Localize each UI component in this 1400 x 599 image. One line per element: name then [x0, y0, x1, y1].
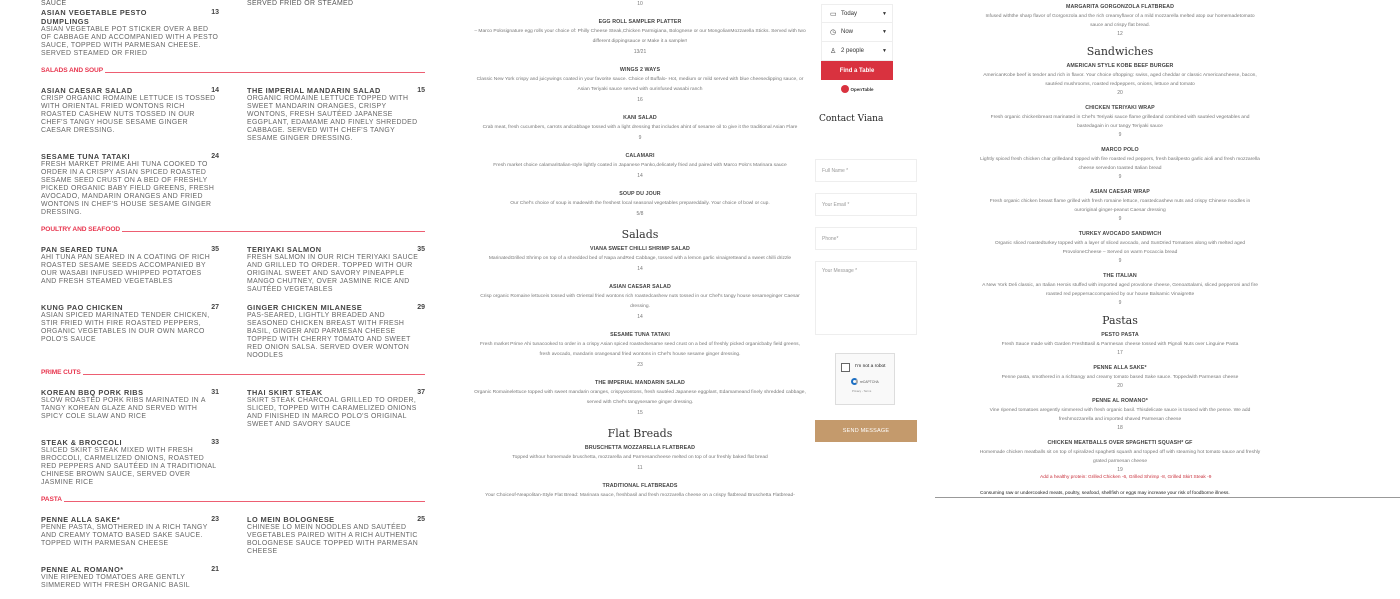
item-title: TRADITIONAL FLATBREADS — [602, 483, 678, 489]
item-price: 20 — [1117, 90, 1123, 96]
middle-menu — [470, 0, 810, 510]
menu-item — [41, 438, 219, 487]
item-title: TURKEY AVOCADO SANDWICH — [1078, 231, 1162, 237]
item-description: Fresh Sauce made with Garden FreshBasil & Parmesan cheese tossed with Pignoli Nuts over Linguine Pasta — [1001, 342, 1239, 347]
section-heading — [41, 226, 425, 233]
section-title: SALADS AND SOUP — [41, 67, 104, 74]
party-value: 2 people — [841, 48, 865, 54]
item-price: 35 — [417, 246, 425, 253]
item-price: 31 — [211, 389, 219, 396]
item-title: THE IMPERIAL MANDARIN SALAD — [594, 380, 685, 386]
item-title: CHICKEN TERIYAKI WRAP — [1085, 105, 1155, 111]
item-price: 17 — [1117, 350, 1123, 356]
menu-item — [247, 245, 425, 294]
item-title: MARGARITA GORGONZOLA FLATBREAD — [1065, 4, 1175, 10]
fragment-text: SAUCE — [41, 0, 67, 7]
find-table-button[interactable]: Find a Table — [821, 61, 893, 80]
item-description: SKIRT STEAK CHARCOAL GRILLED TO ORDER, SLICED, TOPPED WITH CARAMELIZED ONIONS AND FINISHED IN MARCO POLO'S ORIGINAL SWEET AND SAVORY SAUCE — [247, 397, 417, 428]
item-title: CALAMARI — [625, 153, 655, 159]
item-description: Vine ripened tomatoes aregently simmered with fresh organic basil. Thisdelicate sauce is tossed with the penne. We add freshmozzarella and imported shaved Parmesan cheese — [989, 408, 1251, 422]
item-description: Our Chef's choice of soup is madewith the freshest local seasonal vegetables prepareddaily. Your choice of bowl or cup. — [510, 201, 770, 206]
menu-item — [975, 3, 1265, 39]
item-price: 9 — [1118, 132, 1122, 138]
item-description: Crisp organic Romaine lettuceis tossed with Oriental fried wontons rich roastedcashew nuts tossed in our Chef's tangy house sesameginger Caesar dressing. — [480, 294, 800, 309]
category-heading: Pastas — [1102, 314, 1138, 327]
item-price: 27 — [211, 304, 219, 311]
item-price: 35 — [211, 246, 219, 253]
menu-item — [975, 146, 1265, 182]
item-title: PESTO PASTA — [1101, 332, 1139, 338]
item-description: Classic New York crispy and juicywings coated in your favorite sauce. Choice of Buffalo- Hot, medium or mild served with blue cheesedipping sauce, or Asian Teriyaki sauce served with ourinfused wasabi ranch — [476, 77, 804, 92]
item-description: Lightly spiced fresh chicken char grilledand topped with fire roasted red peppers, fresh basilpesto garlic aioli and fresh mozzarella cheese servedon toasted Italian bread — [980, 157, 1260, 171]
item-title: THE IMPERIAL MANDARIN SALAD — [247, 86, 381, 95]
item-price: 18 — [1117, 425, 1123, 431]
section-title: PASTA — [41, 496, 62, 503]
item-description: SLOW ROASTED PORK RIBS MARINATED IN A TANGY KOREAN GLAZE AND SERVED WITH SPICY COLE SLAW AND RICE — [41, 397, 206, 420]
chevron-down-icon: ▼ — [882, 10, 887, 17]
time-select[interactable] — [821, 23, 893, 42]
menu-item — [470, 331, 810, 370]
item-description: – Marco Polosignature egg rolls your choice of: Philly Cheese Steak,Chicken Parmigiana, Bolognese or our MongolianMozzarella Sticks. Served with two different dippingsauce or Make it a sampler! — [474, 29, 806, 44]
item-price: 9 — [1118, 300, 1122, 306]
menu-item — [41, 245, 219, 294]
clock-icon: ◷ — [830, 29, 837, 36]
item-title: VIANA SWEET CHILLI SHRIMP SALAD — [590, 246, 690, 252]
menu-item — [41, 515, 219, 556]
item-description: Your Choiceof-Neapolitan-Style Flat Bread: Marinara sauce, freshbasil and fresh mozzarella cheese on a crispy flatbread Bruschetta Flatbread- — [485, 493, 795, 498]
top-fragment-row — [41, 0, 425, 8]
category-heading: Sandwiches — [1086, 45, 1154, 58]
date-select[interactable] — [821, 4, 893, 23]
item-price: 9 — [1118, 216, 1122, 222]
menu-item — [975, 104, 1265, 140]
reservation-widget — [815, 4, 919, 93]
item-title: SESAME TUNA TATAKI — [610, 332, 670, 338]
fragment-text: SERVED FRIED OR STEAMED — [247, 0, 354, 7]
item-title: AMERICAN STYLE KOBE BEEF BURGER — [1066, 63, 1174, 69]
item-price: 24 — [211, 153, 219, 160]
menu-item — [470, 0, 810, 9]
menu-item — [470, 66, 810, 105]
item-price: 29 — [417, 304, 425, 311]
section-title: PRIME CUTS — [41, 369, 81, 376]
section-rule — [105, 72, 425, 73]
right-menu — [975, 3, 1265, 481]
item-title: PENNE ALLA SAKE* — [41, 515, 121, 524]
email-input[interactable]: Your Email * — [815, 193, 917, 216]
item-title: CHICKEN MEATBALLS OVER SPAGHETTI SQUASH* GF — [1047, 440, 1193, 446]
menu-row — [41, 565, 425, 590]
item-price: 33 — [211, 439, 219, 446]
item-description: Fresh market choice calamariItalian-style lightly coated in Japanese Panko,delicately fried and paired with Marco Polo's Marinara sauce — [493, 163, 787, 168]
item-title: ASIAN CAESAR SALAD — [609, 284, 671, 290]
menu-item — [975, 272, 1265, 308]
menu-item — [41, 565, 219, 590]
menu-item — [470, 245, 810, 274]
item-price: 25 — [417, 516, 425, 523]
item-description: Fresh organic chicken breast flame grilled with fresh romaine lettuce, roastedcashew nuts and crispy Chinese noodles in ouroriginal ginger-peanut Caesar dressing — [989, 199, 1251, 213]
menu-item — [470, 482, 810, 501]
menu-row — [41, 388, 425, 429]
item-title: ASIAN CAESAR SALAD — [41, 86, 133, 95]
phone-input[interactable]: Phone* — [815, 227, 917, 250]
item-price: 37 — [417, 389, 425, 396]
item-title: PENNE AL ROMANO* — [1092, 398, 1148, 404]
menu-item — [247, 515, 425, 556]
section-rule — [122, 231, 425, 232]
send-message-button[interactable]: SEND MESSAGE — [815, 420, 917, 442]
message-textarea[interactable]: Your Message * — [815, 261, 917, 335]
item-description: FRESH SALMON IN OUR RICH TERIYAKI SAUCE AND GRILLED TO ORDER. TOPPED WITH OUR ORIGINAL SWEET AND SAVORY PINEAPPLE MANGO CHUTNEY, OVER JASMINE RICE AND SAUTÉED VEGETABLES — [247, 254, 419, 293]
menu-row — [41, 8, 425, 58]
menu-row — [41, 152, 425, 217]
section-heading — [41, 67, 425, 74]
menu-item — [247, 86, 425, 143]
recaptcha-icon — [851, 378, 858, 385]
menu-item — [41, 152, 219, 217]
item-price: 23 — [637, 362, 643, 368]
item-description: ASIAN SPICED MARINATED TENDER CHICKEN, STIR FRIED WITH FIRE ROASTED PEPPERS, ORGANIC VEGETABLES IN OUR OWN MARCO POLO'S SAUCE — [41, 312, 210, 343]
item-price: 14 — [211, 87, 219, 94]
item-description: Fresh organic chickenbreast marinated in Chef's Teriyaki sauce flame grilledand combined with sautéed vegetables and bastedagain in our tangy Teriyaki sauce — [990, 115, 1250, 129]
item-title: BRUSCHETTA MOZZARELLA FLATBREAD — [584, 445, 696, 451]
item-title: ASIAN VEGETABLE PESTO DUMPLINGS — [41, 8, 147, 26]
item-title: KOREAN BBQ PORK RIBS — [41, 388, 144, 397]
item-price: 14 — [637, 173, 643, 179]
item-description: A New York Deli classic, an Italian Herois stuffed with imported aged provolone cheese, GenoaSalami, sliced pepperoni and fire roasted red peppersaccompanied by our house Balsamic Vinaigrette — [982, 283, 1258, 297]
section-rule — [64, 501, 425, 502]
item-title: THAI SKIRT STEAK — [247, 388, 323, 397]
time-value: Now — [841, 29, 854, 35]
menu-item — [247, 303, 425, 360]
menu-item — [975, 364, 1265, 391]
item-price: 13 — [211, 9, 219, 16]
menu-item — [975, 331, 1265, 358]
menu-row — [41, 515, 425, 556]
section-heading — [41, 369, 425, 376]
item-title: PAN SEARED TUNA — [41, 245, 119, 254]
item-title: PENNE AL ROMANO* — [41, 565, 124, 574]
item-description: PAS-SEARED, LIGHTLY BREADED AND SEASONED CHICKEN BREAST WITH FRESH BASIL, GINGER AND PARMESAN CHEESE TOPPED WITH CHERRY TOMATO AND SWEET RED ONION SALSA. SERVED OVER WONTON NOODLES — [247, 312, 411, 359]
item-description: SLICED SKIRT STEAK MIXED WITH FRESH BROCCOLI, CARMELIZED ONIONS, ROASTED RED PEPPERS AND SAUTÉED IN A TRADITIONAL CHINESE BROWN SAUCE, SERVED OVER JASMINE RICE — [41, 447, 217, 486]
category-heading: Flat Breads — [607, 427, 673, 440]
section-rule — [83, 374, 425, 375]
item-price: 19 — [1117, 467, 1123, 473]
item-price: 20 — [1117, 383, 1123, 389]
item-description: FRESH MARKET PRIME AHI TUNA COOKED TO ORDER IN A CRISPY ASIAN SPICED ROASTED SESAME SEED CRUST ON A BED OF FRESHLY PICKED ORGANIC BABY FIELD GREENS, FRESH AVOCADO, MANDARIN ORANGES AND FRIED WONTONS IN CHEF'S HOUSE SESAME GINGER DRESSING. — [41, 161, 215, 216]
item-title: KUNG PAO CHICKEN — [41, 303, 124, 312]
item-description: Topped withour homemade bruschetta, mozzarella and Parmesancheese melted on top of our freshly baked flat bread — [512, 455, 768, 460]
menu-item — [470, 283, 810, 322]
item-description: PENNE PASTA, SMOTHERED IN A RICH TANGY AND CREAMY TOMATO BASED SAKE SAUCE. TOPPED WITH PARMESAN CHEESE — [41, 524, 208, 547]
item-title: GINGER CHICKEN MILANESE — [247, 303, 363, 312]
menu-row — [41, 86, 425, 143]
item-description: Infused withthe sharp flavor of Gorgonzola and the rich creamyflavor of a mild mozzarella melted atop our homemadetomato sauce and crispy flat bread. — [985, 14, 1255, 28]
item-description: ASIAN VEGETABLE POT STICKER OVER A BED OF CABBAGE AND ACCOMPANIED WITH A PESTO SAUCE, TOPPED WITH PARMESAN CHEESE. SERVED STEAMED OR FRIED — [41, 26, 219, 57]
menu-item — [41, 388, 219, 429]
item-price: 16 — [637, 97, 643, 103]
menu-item — [470, 444, 810, 473]
item-title: PENNE ALLA SAKE* — [1093, 365, 1147, 371]
item-title: THE ITALIAN — [1103, 273, 1137, 279]
item-price: 9 — [1118, 174, 1122, 180]
recaptcha-label: I'm not a robot — [855, 364, 886, 369]
menu-item — [41, 86, 219, 143]
menu-row — [41, 245, 425, 294]
menu-item — [975, 62, 1265, 98]
item-description: Penne pasta, smothered in a richtangy and creamy tomato based Sake sauce. Toppedwith Parmesan cheese — [1001, 375, 1239, 380]
menu-item — [41, 8, 219, 58]
item-description: Homemade chicken meatballs sit on top of spiralized spaghetti squash and topped off with steaming hot tomato sauce and freshly grated parmesan cheese — [979, 450, 1261, 464]
item-price: 5/8 — [636, 211, 644, 217]
item-price: 11 — [637, 465, 643, 471]
item-description: CRISP ORGANIC ROMAINE LETTUCE IS TOSSED WITH ORIENTAL FRIED WONTONS RICH ROASTED CASHEW NUTS TOSSED IN OUR CHEF'S TANGY HOUSE SESAME GINGER CAESAR DRESSING. — [41, 95, 216, 134]
contact-title: Contact Viana — [819, 114, 884, 124]
menu-item — [470, 190, 810, 219]
full-name-input[interactable]: Full Name * — [815, 159, 917, 182]
person-icon: ♙ — [830, 48, 837, 55]
opentable-logo[interactable] — [821, 85, 893, 93]
item-price: 10 — [637, 1, 643, 7]
item-description: CHINESE LO MEIN NOODLES AND SAUTÉED VEGETABLES PAIRED WITH A RICH AUTHENTIC BOLOGNESE SAUCE TOPPED WITH PARMESAN CHEESE — [247, 524, 419, 555]
item-price: 14 — [637, 314, 643, 320]
item-description: VINE RIPENED TOMATOES ARE GENTLY SIMMERED WITH FRESH ORGANIC BASIL — [41, 574, 190, 589]
calendar-icon: ▭ — [830, 10, 837, 18]
item-price: 15 — [417, 87, 425, 94]
item-price: 13/21 — [633, 49, 647, 55]
item-price: 14 — [637, 266, 643, 272]
date-value: Today — [841, 10, 858, 17]
section-title: POULTRY AND SEAFOOD — [41, 226, 121, 233]
menu-item — [975, 230, 1265, 266]
divider — [935, 497, 1400, 498]
recaptcha-checkbox[interactable] — [841, 363, 850, 372]
party-size-select[interactable] — [821, 42, 893, 61]
chevron-down-icon: ▼ — [882, 48, 887, 54]
item-title: ASIAN CAESAR WRAP — [1090, 189, 1150, 195]
item-title: WINGS 2 WAYS — [619, 67, 661, 73]
category-heading: Salads — [621, 228, 659, 241]
item-description: ORGANIC ROMAINE LETTUCE TOPPED WITH SWEET MANDARIN ORANGES, CRISPY WONTONS, FRESH SAUTÉED JAPANESE EGGPLANT, EDAMAME AND FINELY SHREDDED CABBAGE. SERVED WITH CHEF'S TANGY SESAME GINGER DRESSING. — [247, 95, 418, 142]
consumer-advisory: Consuming raw or undercooked meats, poultry, seafood, shellfish or eggs may increase your risk of foodborne illness. — [980, 491, 1230, 496]
opentable-label: OpenTable — [850, 86, 874, 92]
chevron-down-icon: ▼ — [882, 29, 887, 35]
menu-row — [41, 438, 425, 487]
item-description: Crab meat, fresh cucumbers, carrots andcabbage tossed with a light dressing that includes ahint of sesame oil to give it the traditional Asian Flare — [482, 125, 798, 130]
recaptcha-links[interactable]: Privacy - Terms — [852, 389, 872, 393]
menu-item — [975, 439, 1265, 475]
opentable-icon — [841, 85, 849, 93]
item-price: 12 — [1117, 31, 1123, 37]
item-price: 9 — [1118, 258, 1122, 264]
menu-row — [41, 303, 425, 360]
reservation-contact-panel — [815, 0, 919, 442]
item-title: TERIYAKI SALMON — [247, 245, 322, 254]
item-title: STEAK & BROCCOLI — [41, 438, 122, 447]
recaptcha-widget — [835, 353, 895, 405]
left-menu — [41, 0, 425, 599]
recaptcha-brand: reCAPTCHA — [860, 380, 879, 384]
menu-item — [247, 388, 425, 429]
item-description: AHI TUNA PAN SEARED IN A COATING OF RICH ROASTED SESAME SEEDS ACCOMPANIED BY OUR WASABI INFUSED WHIPPED POTATOES AND FRESH STEAMED VEGETABLES — [41, 254, 211, 285]
item-description: Fresh market Prime Ahi tunacooked to order in a crispy Asian spiced roastedsesame seed crust on a bed of freshly picked organicbaby field greens, fresh avocado, mandarin orangesand fried wontons in Chef's house sesame ginger dressing. — [480, 342, 800, 357]
item-title: KANI SALAD — [623, 115, 657, 121]
item-title: SESAME TUNA TATAKI — [41, 152, 130, 161]
item-description: MarinatedGrilled Shrimp on top of a shredded bed of Napa andRed Cabbage, tossed with a lemon garlic vinaigretteand a sweet chilli drizzle — [488, 256, 792, 261]
menu-item — [470, 379, 810, 418]
protein-note: Add a healthy protein: Grilled Chicken -6, Grilled Shrimp -8, Grilled Skirt Steak -9 — [1040, 475, 1212, 480]
item-title: MARCO POLO — [1101, 147, 1139, 153]
item-title: LO MEIN BOLOGNESE — [247, 515, 335, 524]
item-title: EGG ROLL SAMPLER PLATTER — [598, 19, 682, 25]
menu-item — [41, 303, 219, 360]
menu-item — [470, 114, 810, 143]
menu-item — [470, 152, 810, 181]
item-description: AmericanKobe beef is tender and rich in flavor. Your choice oftopping: swiss, aged cheddar or classic Americancheese, bacon, sautéed mushrooms, roasted redpeppers, onions, lettuce and tomato — [983, 73, 1257, 87]
item-price: 15 — [637, 410, 643, 416]
menu-item — [975, 397, 1265, 433]
item-description: Organic sliced roastedturkey topped with a layer of sliced avocado, and SunDried Tomatoes along with melted aged ProvoloneCheese – Served on warm Focaccia bread — [994, 241, 1246, 255]
item-price: 23 — [211, 516, 219, 523]
item-description: Organic Romainelettuce topped with sweet mandarin oranges, crispywontons, fresh sautéed Japanese eggplant, Edamameand finely shredded cabbage, served with Chef's tangysesame ginger dressing. — [474, 390, 806, 405]
menu-item — [470, 18, 810, 57]
menu-item — [975, 188, 1265, 224]
item-price: 9 — [638, 135, 642, 141]
item-title: SOUP DU JOUR — [619, 191, 661, 197]
item-price: 21 — [211, 566, 219, 573]
